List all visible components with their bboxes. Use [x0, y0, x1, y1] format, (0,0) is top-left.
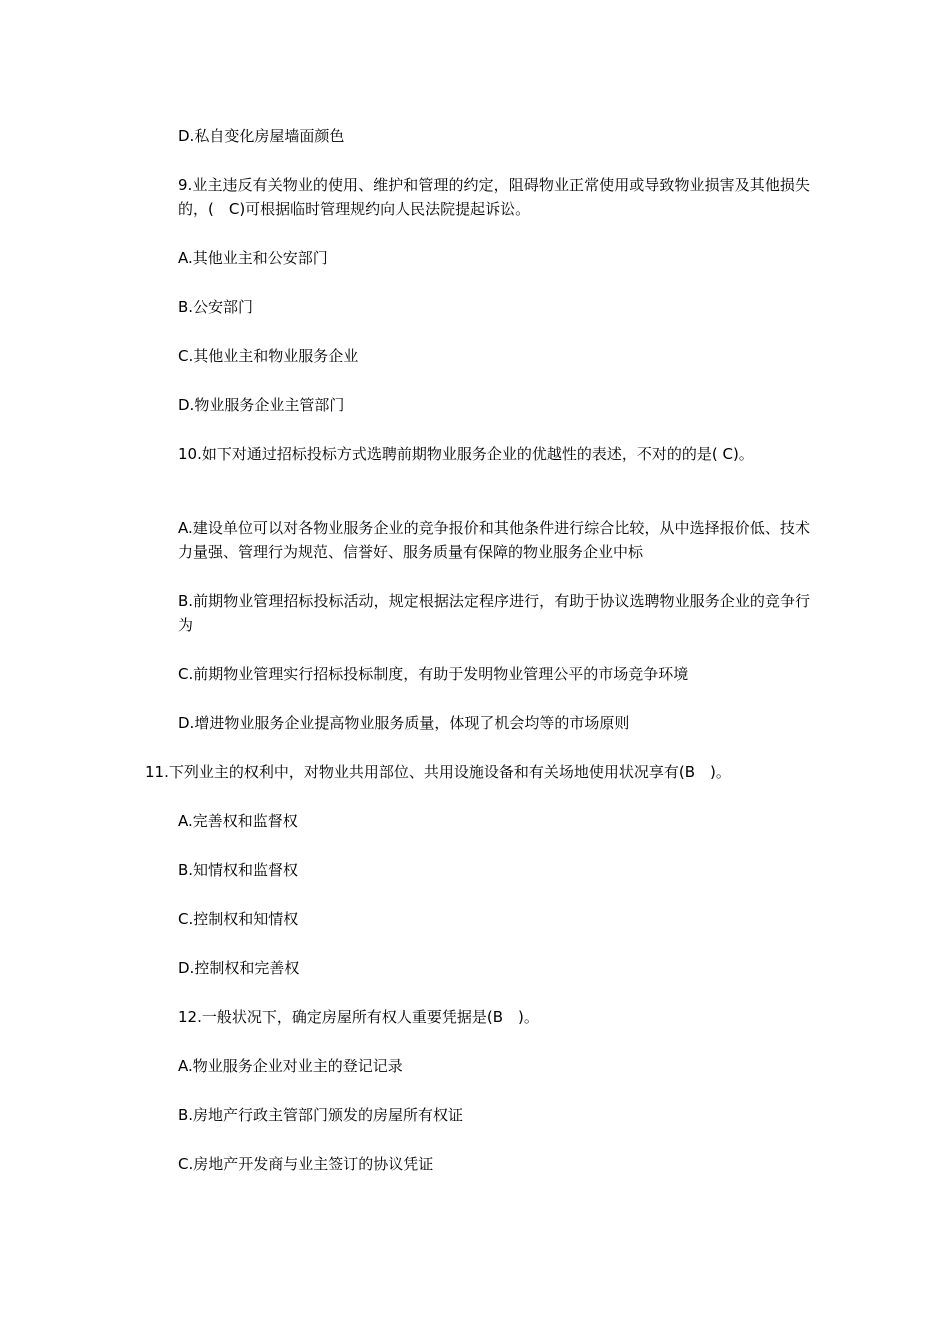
- q10-option-a: A.建设单位可以对各物业服务企业的竞争报价和其他条件进行综合比较，从中选择报价低、技术力量强、管理行为规范、信誉好、服务质量有保障的物业服务企业中标: [178, 519, 810, 561]
- q11-option-c: C.控制权和知情权: [178, 910, 299, 928]
- q12-option-b: B.房地产行政主管部门颁发的房屋所有权证: [178, 1106, 464, 1124]
- q10-stem: 10.如下对通过招标投标方式选聘前期物业服务企业的优越性的表述，不对的的是( C)。: [178, 445, 754, 463]
- q9-stem: 9.业主违反有关物业的使用、维护和管理的约定，阻碍物业正常使用或导致物业损害及其他损失的，( C)可根据临时管理规约向人民法院提起诉讼。: [178, 176, 810, 218]
- q9-option-a: A.其他业主和公安部门: [178, 249, 328, 267]
- q9-option-d: D.物业服务企业主管部门: [178, 396, 345, 414]
- q11-option-a: A.完善权和监督权: [178, 812, 298, 830]
- q10-option-c: C.前期物业管理实行招标投标制度，有助于发明物业管理公平的市场竞争环境: [178, 665, 689, 683]
- q12-option-a: A.物业服务企业对业主的登记记录: [178, 1057, 403, 1075]
- q8-option-d: D.私自变化房屋墙面颜色: [178, 127, 345, 145]
- q11-stem: 11.下列业主的权利中，对物业共用部位、共用设施设备和有关场地使用状况享有(B )。: [145, 763, 731, 781]
- q12-option-c: C.房地产开发商与业主签订的协议凭证: [178, 1155, 434, 1173]
- q10-option-b: B.前期物业管理招标投标活动，规定根据法定程序进行，有助于协议选聘物业服务企业的竞争行为: [178, 592, 810, 634]
- q10-option-d: D.增进物业服务企业提高物业服务质量，体现了机会均等的市场原则: [178, 714, 630, 732]
- q9-option-c: C.其他业主和物业服务企业: [178, 347, 359, 365]
- q11-option-b: B.知情权和监督权: [178, 861, 299, 879]
- q12-stem: 12.一般状况下，确定房屋所有权人重要凭据是(B )。: [178, 1008, 539, 1026]
- q11-option-d: D.控制权和完善权: [178, 959, 300, 977]
- q9-option-b: B.公安部门: [178, 298, 254, 316]
